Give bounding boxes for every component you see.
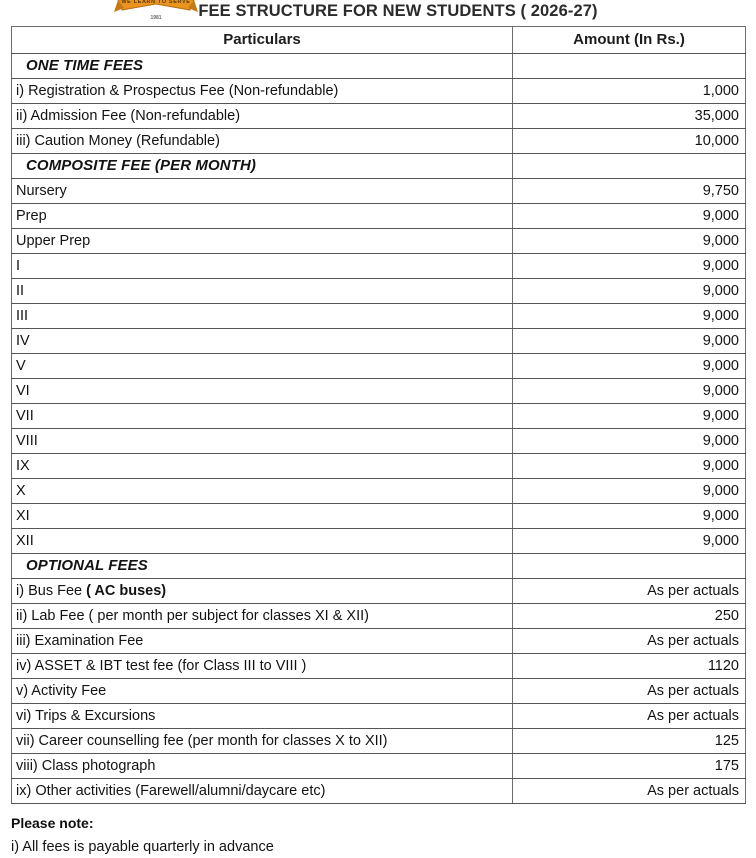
section-header-row bbox=[12, 154, 746, 179]
row-amount: 9,000 bbox=[513, 429, 746, 454]
row-particulars: VI bbox=[12, 379, 513, 404]
row-particulars: ix) Other activities (Farewell/alumni/daycare etc) bbox=[12, 779, 513, 804]
page-title: FEE STRUCTURE FOR NEW STUDENTS ( 2026-27) bbox=[198, 2, 598, 20]
row-particulars: vii) Career counselling fee (per month for classes X to XII) bbox=[12, 729, 513, 754]
row-amount: As per actuals bbox=[513, 679, 746, 704]
row-amount: 1,000 bbox=[513, 79, 746, 104]
row-amount: 1120 bbox=[513, 654, 746, 679]
row-amount: 9,000 bbox=[513, 279, 746, 304]
row-amount: 9,000 bbox=[513, 204, 746, 229]
table-body bbox=[12, 54, 746, 804]
table-row bbox=[12, 454, 746, 479]
row-amount: 9,000 bbox=[513, 529, 746, 554]
table-row bbox=[12, 654, 746, 679]
table-row bbox=[12, 754, 746, 779]
section-label: OPTIONAL FEES bbox=[12, 554, 513, 579]
section-label: COMPOSITE FEE (PER MONTH) bbox=[12, 154, 513, 179]
document-header bbox=[0, 0, 756, 26]
table-row bbox=[12, 254, 746, 279]
table-row bbox=[12, 504, 746, 529]
row-amount: As per actuals bbox=[513, 629, 746, 654]
column-header-particulars: Particulars bbox=[12, 27, 513, 54]
row-amount: 9,000 bbox=[513, 304, 746, 329]
row-particulars: V bbox=[12, 354, 513, 379]
row-particulars: II bbox=[12, 279, 513, 304]
row-amount: 175 bbox=[513, 754, 746, 779]
row-amount: As per actuals bbox=[513, 579, 746, 604]
row-particulars: iii) Caution Money (Refundable) bbox=[12, 129, 513, 154]
row-amount: 35,000 bbox=[513, 104, 746, 129]
row-amount: 9,000 bbox=[513, 329, 746, 354]
table-row bbox=[12, 179, 746, 204]
row-amount: 250 bbox=[513, 604, 746, 629]
row-particulars: Nursery bbox=[12, 179, 513, 204]
row-particulars: X bbox=[12, 479, 513, 504]
note-line: i) All fees is payable quarterly in advance bbox=[11, 839, 274, 855]
row-amount: As per actuals bbox=[513, 704, 746, 729]
row-amount: 125 bbox=[513, 729, 746, 754]
row-particulars: iii) Examination Fee bbox=[12, 629, 513, 654]
row-amount: 9,000 bbox=[513, 504, 746, 529]
section-header-row bbox=[12, 554, 746, 579]
fee-structure-table bbox=[11, 26, 746, 804]
table-row bbox=[12, 629, 746, 654]
table-row bbox=[12, 79, 746, 104]
row-amount: 9,000 bbox=[513, 479, 746, 504]
row-particulars: i) Bus Fee ( AC buses) bbox=[12, 579, 513, 604]
table-row bbox=[12, 204, 746, 229]
table-row bbox=[12, 604, 746, 629]
section-label: ONE TIME FEES bbox=[12, 54, 513, 79]
note-lines bbox=[11, 836, 745, 858]
column-header-amount: Amount (In Rs.) bbox=[513, 27, 746, 54]
row-amount: 9,000 bbox=[513, 454, 746, 479]
row-particulars: XII bbox=[12, 529, 513, 554]
table-row bbox=[12, 704, 746, 729]
row-particulars: IV bbox=[12, 329, 513, 354]
table-row bbox=[12, 729, 746, 754]
table-row bbox=[12, 304, 746, 329]
table-row bbox=[12, 779, 746, 804]
row-particulars: III bbox=[12, 304, 513, 329]
row-amount bbox=[513, 54, 746, 79]
row-particulars: vi) Trips & Excursions bbox=[12, 704, 513, 729]
table-row bbox=[12, 354, 746, 379]
table-row bbox=[12, 104, 746, 129]
row-particulars: XI bbox=[12, 504, 513, 529]
row-particulars: ii) Admission Fee (Non-refundable) bbox=[12, 104, 513, 129]
table-row bbox=[12, 129, 746, 154]
row-particulars-emphasis: ( AC buses) bbox=[86, 583, 167, 599]
row-amount: 9,000 bbox=[513, 379, 746, 404]
row-particulars: viii) Class photograph bbox=[12, 754, 513, 779]
table-row bbox=[12, 379, 746, 404]
row-amount: 9,000 bbox=[513, 254, 746, 279]
footer-note bbox=[11, 813, 745, 858]
row-particulars: i) Registration & Prospectus Fee (Non-refundable) bbox=[12, 79, 513, 104]
row-particulars: I bbox=[12, 254, 513, 279]
table-row bbox=[12, 579, 746, 604]
table-row bbox=[12, 329, 746, 354]
row-particulars: ii) Lab Fee ( per month per subject for classes XI & XII) bbox=[12, 604, 513, 629]
table-row bbox=[12, 479, 746, 504]
table-row bbox=[12, 229, 746, 254]
svg-text:WE LEARN TO SERVE: WE LEARN TO SERVE bbox=[121, 0, 191, 5]
row-particulars: IX bbox=[12, 454, 513, 479]
table-row bbox=[12, 279, 746, 304]
row-amount: 9,750 bbox=[513, 179, 746, 204]
table-row bbox=[12, 529, 746, 554]
row-amount: 9,000 bbox=[513, 354, 746, 379]
row-amount: 9,000 bbox=[513, 229, 746, 254]
table-row bbox=[12, 404, 746, 429]
row-particulars: VII bbox=[12, 404, 513, 429]
row-amount: As per actuals bbox=[513, 779, 746, 804]
row-particulars: v) Activity Fee bbox=[12, 679, 513, 704]
note-title: Please note: bbox=[11, 815, 94, 831]
row-particulars: Upper Prep bbox=[12, 229, 513, 254]
table-header-row bbox=[12, 27, 746, 54]
table-row bbox=[12, 679, 746, 704]
row-amount bbox=[513, 554, 746, 579]
row-amount: 10,000 bbox=[513, 129, 746, 154]
section-header-row bbox=[12, 54, 746, 79]
svg-text:1981: 1981 bbox=[150, 15, 162, 21]
row-amount bbox=[513, 154, 746, 179]
row-amount: 9,000 bbox=[513, 404, 746, 429]
row-particulars: iv) ASSET & IBT test fee (for Class III to VIII ) bbox=[12, 654, 513, 679]
row-particulars: VIII bbox=[12, 429, 513, 454]
row-particulars: Prep bbox=[12, 204, 513, 229]
table-row bbox=[12, 429, 746, 454]
